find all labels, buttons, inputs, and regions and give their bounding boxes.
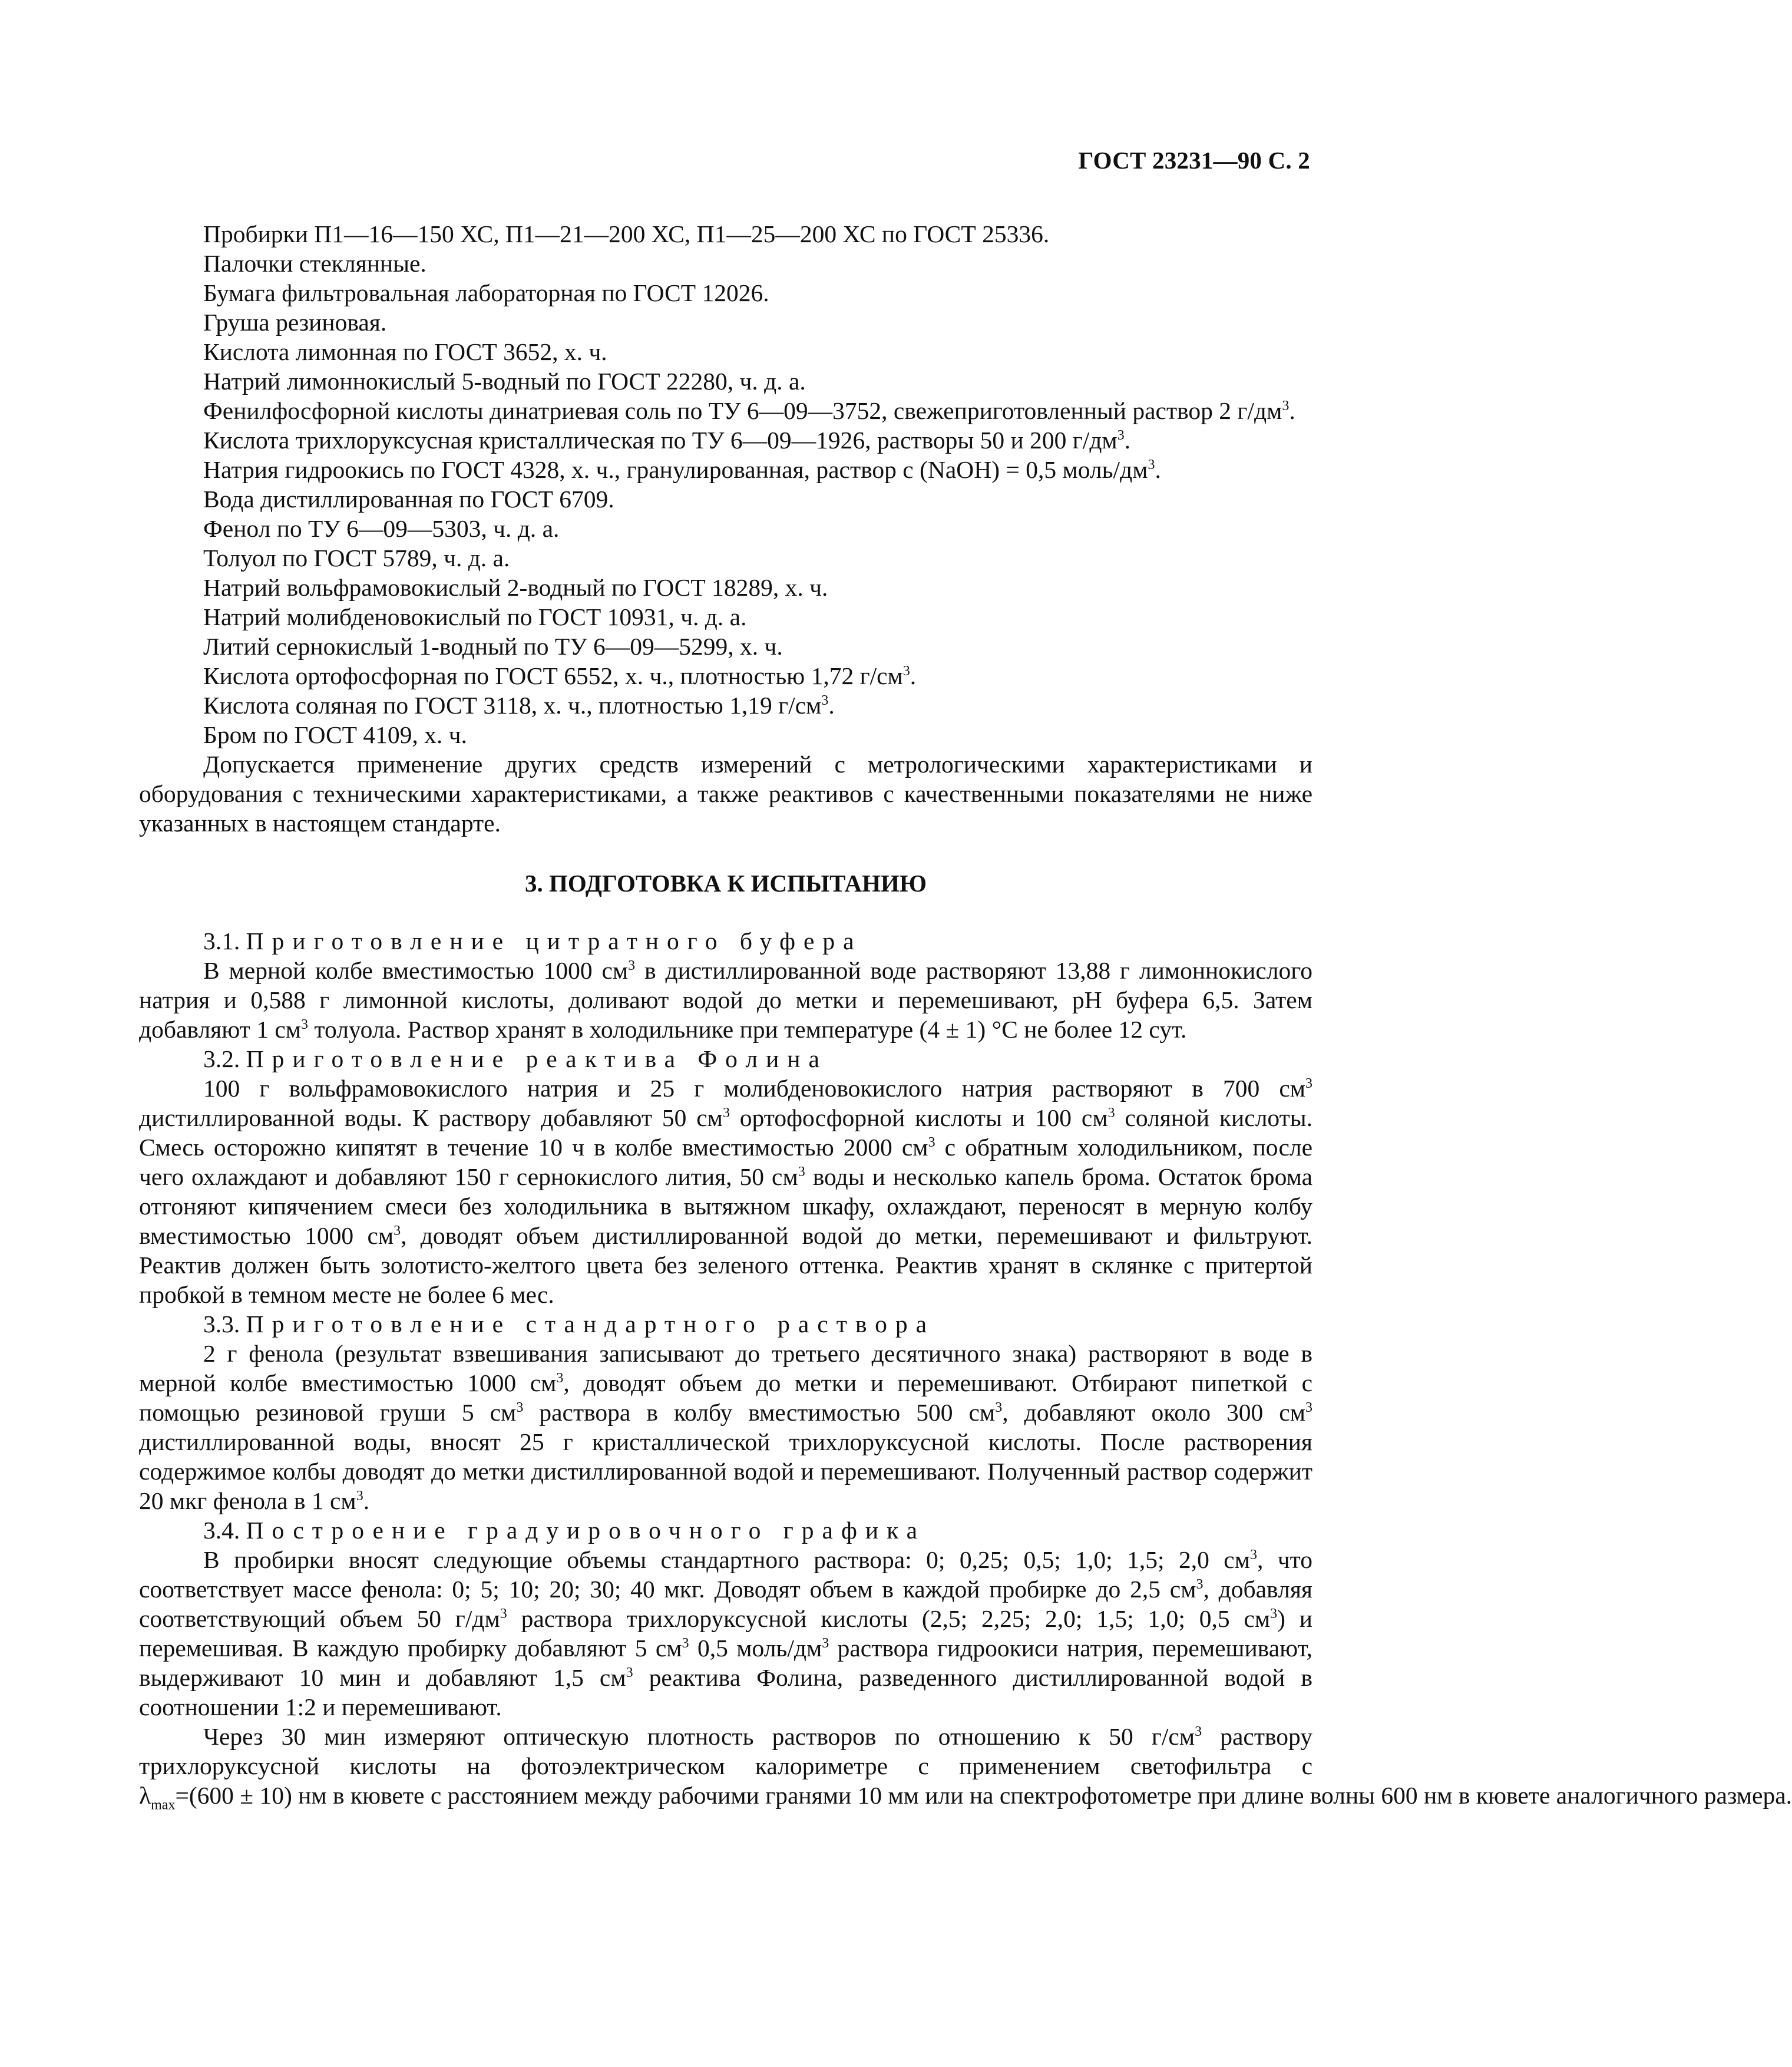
reagent-bromine: Бром по ГОСТ 4109, х. ч.	[203, 721, 467, 748]
equipment-item: Пробирки П1—16—150 ХС, П1—21—200 ХС, П1—25—200 ХС по ГОСТ 25336.	[203, 220, 1050, 247]
subsection-3-3-heading: 3.3. Приготовление стандартного раствора	[203, 1310, 935, 1338]
subsection-3-4-measurement: Через 30 мин измеряют оптическую плотность растворов по отношению к 50 $г/см^3$ раствору трихлоруксусной кислоты на фотоэлектрическом калориметре с применением светофильтра с $\lambda_{max}=(600 \pm 10)$ нм в кювете с расстоянием между рабочими гранями 10 мм или на спектрофотометре при длине волны 600 нм в кювете аналогичного размера.	[139, 1723, 1792, 1813]
equipment-item: Бумага фильтровальная лабораторная по ГОСТ 12026.	[203, 279, 769, 306]
page-header: ГОСТ 23231—90 С. 2	[1078, 147, 1310, 174]
equipment-item: Натрий лимоннокислый 5-водный по ГОСТ 22280, ч. д. а.	[203, 368, 806, 395]
reagent-trichloroacetic: Кислота трихлоруксусная кристаллическая по ТУ 6—09—1926, растворы 50 и 200 $г/дм^3$.	[203, 427, 1131, 454]
reagent-phenylphosphate: Фенилфосфорной кислоты динатриевая соль по ТУ 6—09—3752, свежеприготовленный раствор 2 $г/дм^3$.	[203, 397, 1295, 424]
subsection-3-1-text: В мерной колбе вместимостью 1000 $см^3$ в дистиллированной воде растворяют 13,88 г лимоннокислого натрия и 0,588 г лимонной кислоты, доливают водой до метки и перемешивают, pH буфера 6,5. Затем добавляют 1 $см^3$ толуола. Раствор хранят в холодильнике при температуре (4 ± 1) °С не более 12 сут.	[139, 957, 1312, 1043]
reagent-item: Вода дистиллированная по ГОСТ 6709.	[203, 486, 614, 513]
reagent-phosphoric: Кислота ортофосфорная по ГОСТ 6552, х. ч., плотностью 1,72 $г/см^3$.	[203, 662, 917, 689]
reagent-hydrochloric: Кислота соляная по ГОСТ 3118, х. ч., плотностью 1,19 $г/см^3$.	[203, 692, 835, 719]
subsection-3-2-heading: 3.2. Приготовление реактива Фолина	[203, 1045, 828, 1072]
document-body	[139, 219, 1792, 1813]
equipment-item: Кислота лимонная по ГОСТ 3652, х. ч.	[203, 338, 607, 365]
subsection-3-4-heading: 3.4. Построение градуировочного графика	[203, 1517, 926, 1544]
reagent-item: Толуол по ГОСТ 5789, ч. д. а.	[203, 544, 510, 572]
reagent-item: Натрий молибденовокислый по ГОСТ 10931, ч. д. а.	[203, 603, 747, 630]
equipment-item: Груша резиновая.	[203, 309, 387, 336]
reagent-item: Литий сернокислый 1-водный по ТУ 6—09—5299, х. ч.	[203, 633, 783, 660]
reagent-item: Фенол по ТУ 6—09—5303, ч. д. а.	[203, 515, 560, 542]
subsection-3-3-text: 2 г фенола (результат взвешивания записывают до третьего десятичного знака) растворяют в воде в мерной колбе вместимостью 1000 $см^3$, доводят объем до метки и перемешивают. Отбирают пипеткой с помощью резиновой груши 5 $см^3$ раствора в колбу вместимостью 500 $см^3$, добавляют около 300 $см^3$ дистиллированной воды, вносят 25 г кристаллической трихлоруксусной кислоты. После растворения содержимое колбы доводят до метки дистиллированной водой и перемешивают. Полученный раствор содержит 20 мкг фенола в 1 $см^3$.	[139, 1340, 1312, 1514]
subsection-3-2-text: 100 г вольфрамовокислого натрия и 25 г молибденовокислого натрия растворяют в 700 $см^3$ дистиллированной воды. К раствору добавляют 50 $см^3$ ортофосфорной кислоты и 100 $см^3$ соляной кислоты. Смесь осторожно кипятят в течение 10 ч в колбе вместимостью 2000 $см^3$ с обратным холодильником, после чего охлаждают и добавляют 150 г сернокислого лития, 50 $см^3$ воды и несколько капель брома. Остаток брома отгоняют кипячением смеси без холодильника в вытяжном шкафу, охлаждают, переносят в мерную колбу вместимостью 1000 $см^3$, доводят объем дистиллированной водой до метки, перемешивают и фильтруют. Реактив должен быть золотисто-желтого цвета без зеленого оттенка. Реактив хранят в склянке с притертой пробкой в темном месте не более 6 мес.	[139, 1075, 1313, 1308]
subsection-3-1-heading: 3.1. Приготовление цитратного буфера	[203, 927, 862, 955]
equipment-item: Палочки стеклянные.	[203, 250, 426, 277]
allowance-paragraph: Допускается применение других средств измерений с метрологическими характеристиками и оборудования с техническими характеристиками, а также реактивов с качественными показателями не ниже указанных в настоящем стандарте.	[139, 751, 1312, 837]
section-3-title: 3. ПОДГОТОВКА К ИСПЫТАНИЮ	[524, 870, 927, 897]
subsection-3-4-text: В пробирки вносят следующие объемы стандартного раствора: 0; 0,25; 0,5; 1,0; 1,5; 2,0 $см^3$, что соответствует массе фенола: 0; 5; 10; 20; 30; 40 мкг. Доводят объем в каждой пробирке до 2,5 $см^3$, добавляя соответствующий объем 50 $г/дм^3$ раствора трихлоруксусной кислоты (2,5; 2,25; 2,0; 1,5; 1,0; 0,5 $см^3$) и перемешивая. В каждую пробирку добавляют 5 $см^3$ 0,5 моль/$дм^3$ раствора гидроокиси натрия, перемешивают, выдерживают 10 мин и добавляют 1,5 $см^3$ реактива Фолина, разведенного дистиллированной водой в соотношении 1:2 и перемешивают.	[139, 1546, 1313, 1721]
reagent-naoh: Натрия гидроокись по ГОСТ 4328, х. ч., гранулированная, раствор c (NaOH) = 0,5 моль/$дм^3$.	[203, 456, 1161, 483]
reagent-item: Натрий вольфрамовокислый 2-водный по ГОСТ 18289, х. ч.	[203, 574, 828, 601]
